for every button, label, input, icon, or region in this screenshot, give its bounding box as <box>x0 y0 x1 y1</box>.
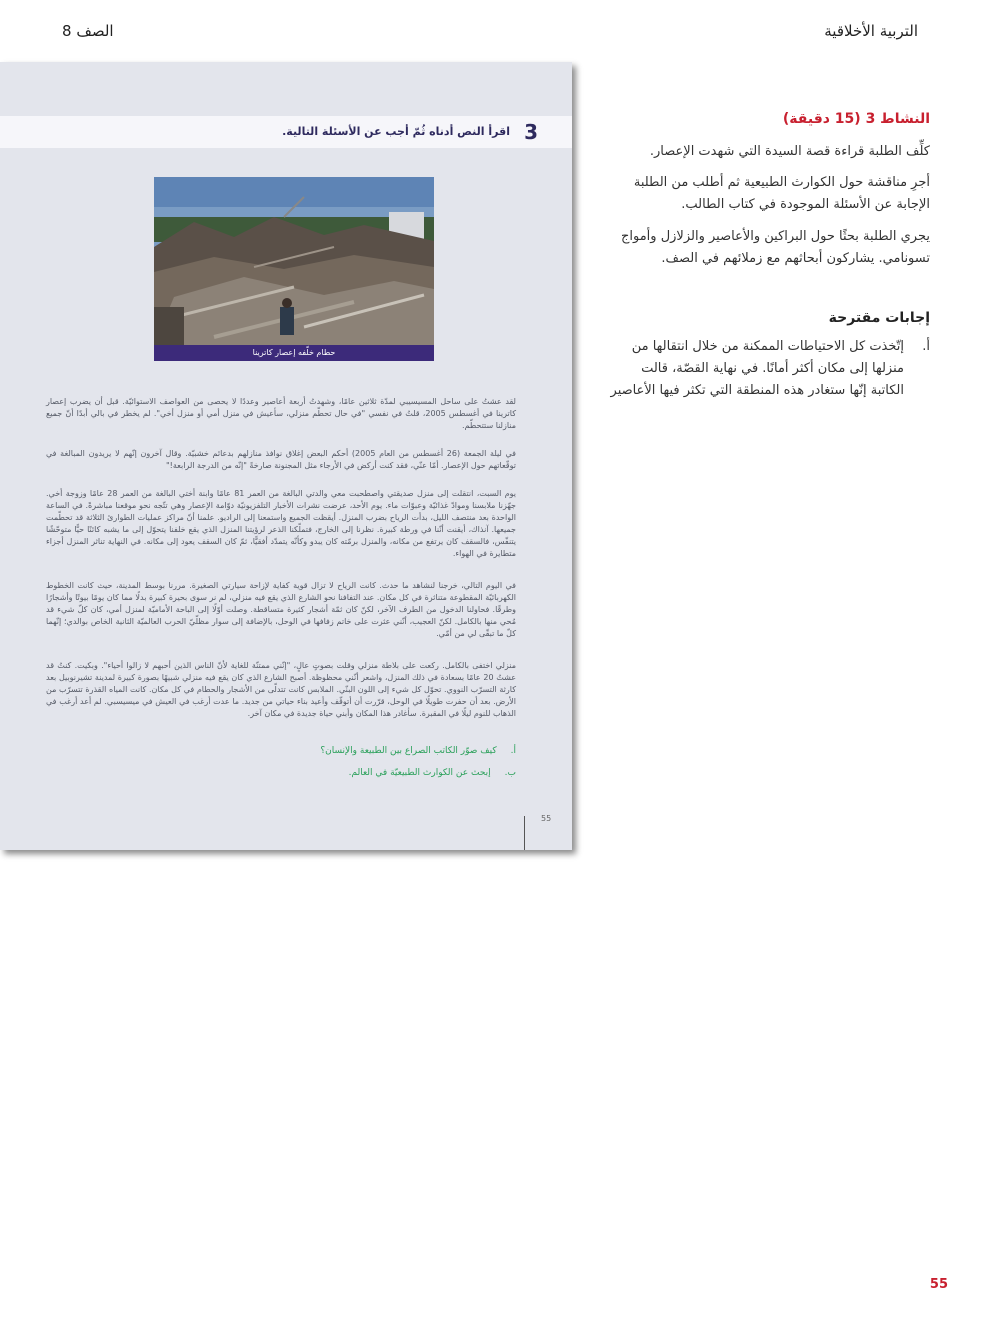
instruction-text: اقرأ النص أدناه ثُمّ أجب عن الأسئلة التالية. <box>282 125 510 138</box>
activity-step: أجرِ مناقشة حول الكوارث الطبيعية ثم أطلب من الطلبة الإجابة عن الأسئلة الموجودة في كتاب الطالب. <box>633 175 930 212</box>
header-grade: الصف 8 <box>62 22 114 40</box>
header-subject: التربية الأخلاقية <box>824 22 918 40</box>
page-number: 55 <box>929 1277 948 1292</box>
story-paragraph: لقد عشتُ على ساحل المسيسيبي لمدّة ثلاثين عامًا، وشهدتُ أربعة أعاصير وعددًا لا يحصى من العواصف الاستوائيّة. قبل أن يضرب إعصار كاترينا في أغسطس 2005، قلتُ في نفسي "في حال تحطّم منزلي، سأعيش في منزل أمي أو منزل أخي". لم يخطر في بالي أبدًا أنّ جميع منازلنا ستتحطّم. <box>46 397 516 430</box>
question-text: كيف صوّر الكاتب الصراع بين الطبيعة والإنسان؟ <box>320 746 497 756</box>
story-paragraph: يوم السبت، انتقلت إلى منزل صديقتي واصطحبت معي والدتي البالغة من العمر 81 عامًا وابنة أختي البالغة من العمر 28 عامًا وزوجة أخي. جهّزنا ملابسنا وموادّ غذائيّة وعبوّات ماء. يوم الأحد، عرضت نشرات الأخبار التلفزيونيّة دوّامة الإعصار وهي تتّجه نحو موقعنا مباشرةً. في الساعة الواحدة بعد منتصف الليل، بدأت الرياح بضرب المنزل. أيقظت الجميع واستمعنا إلى الراديو. علمنا أنّ مراكز عمليات الطوارئ الثلاثة قد تحطّمت جميعها. آنذاك، أيقنت أنّنا في ورطة كبيرة. نظرنا إلى الخارج، فتملّكنا الذعر لرؤيتنا المنزل الذي يقع خلفنا يتحوّل إلى ما يشبه كائنًا حيًّا متوحّشًا يتنفّس، فالسقف كان يرتفع من مكانه، والمنزل برمّته كان يبدو وكأنّه يتمدّد أفقيًّا، ثمّ كان السقف يعود إلى مكانه. في النهاية تناثر المنزل أجزاء متطايرة في الهواء. <box>46 489 517 558</box>
answer-label: أ. <box>922 339 930 354</box>
question-b <box>349 768 516 778</box>
activity-step: يجري الطلبة بحثًا حول البراكين والأعاصير والزلازل وأمواج تسونامي. يشاركون أبحاثهم مع زملائهم في الصف. <box>621 229 930 266</box>
suggested-answers-title: إجابات مقترحة <box>828 310 930 326</box>
answer-text: إتّخذت كل الاحتياطات الممكنة من خلال انتقالها من منزلها إلى مكان أكثر أمانًا. في نهاية القصّة، قالت الكاتبة إنّها ستغادر هذه المنطقة التي تكثر فيها الأعاصير <box>610 339 904 398</box>
folio-divider <box>524 816 525 850</box>
story-paragraph: في اليوم التالي، خرجنا لنشاهد ما حدث. كانت الرياح لا تزال قوية كفاية لإزاحة سيارتي الصغيرة. مررنا بوسط المدينة، حيث كانت الخطوط الكهربائيّة المقطوعة متناثرة في كل مكان. عند التفافنا نحو الشارع الذي يقع فيه منزلي، لم نر سوى بحيرة كبيرة بدلًا مما كان يومًا بيوتًا وأشجارًا وطرقًا. فحاولنا الدخول من الطرف الآخر، لكنّ كان ثمّة أشجار كثيرة متساقطة. وصلت أوّلًا إلى الباحة الأماميّة لمنزل أمي، كان كلّ شيء قد مُحي منها بالكامل. لكنّ العجيب، أنّني عثرت على خاتم زفافها في الوحل، بالإضافة إلى سوار مظلّيّ الحرب العالميّة الثانية الخاص بوالدي؛ إنّهما كلّ ما تبقّى لي من أمّي. <box>46 581 516 638</box>
book-folio-number: 55 <box>541 814 552 823</box>
debris-photo-illustration <box>154 177 434 345</box>
activity-step: كلِّف الطلبة قراءة قصة السيدة التي شهدت الإعصار. <box>649 144 930 159</box>
question-a <box>320 746 516 756</box>
instruction-number: 3 <box>524 120 538 144</box>
question-text: إبحث عن الكوارث الطبيعيّة في العالم. <box>348 768 491 778</box>
photo-caption: حطام خلّفه إعصار كاترينا <box>154 345 434 361</box>
question-label: أ. <box>510 746 516 756</box>
question-label: ب. <box>504 768 516 778</box>
student-book-page <box>0 62 572 850</box>
story-paragraph: منزلي اختفى بالكامل. ركعت على بلاطة منزلي وقلت بصوتٍ عالٍ، "إنّني ممتنّة للغاية لأنّ الناس الذين أحبهم لا زالوا أحياء". وبكيت. كنتُ قد عشتُ 20 عامًا بسعادة في ذلك المنزل، واشعر أنّني محظوظة. أصبح الشارع الذي كان يقع فيه منزلي شبيهًا بصورة كبيرة لمدينة تشيرنوبيل بعد كارثة التسرّب النووي. تحوّل كل شيء إلى اللون البنّي. الملابس كانت تتدلّى من الأشجار والحطام في كل مكان. كانت المياه القذرة تتسرّب من الأرض. بعد أن حفرت طويلًا في الوحل، قرّرت أن أتوقّف وأعيد بناء حياتي من جديد. ما عدت أرغب في العيش في ميسيسبي. لم أعد أرغب في الذهاب للنوم ليلًا في المقبرة. سأغادر هذا المكان وأبني حياة جديدة في مكان آخر. <box>46 661 516 718</box>
activity-title: النشاط 3 (15 دقيقة) <box>782 111 930 127</box>
story-paragraph: في ليلة الجمعة (26 أغسطس من العام 2005) أحكم البعض إغلاق نوافذ منازلهم بدعائم خشبيّة. وقال آخرون إنّهم لا يريدون المبالغة في توقّعاتهم حول الإعصار. أمّا عنّي، فقد كنت أركض في الأرجاء مثل المجنونة صارخةً "إنّه من الدرجة الرابعة!" <box>46 449 516 470</box>
hurricane-debris-photo <box>154 177 434 345</box>
suggested-answer <box>610 336 930 402</box>
